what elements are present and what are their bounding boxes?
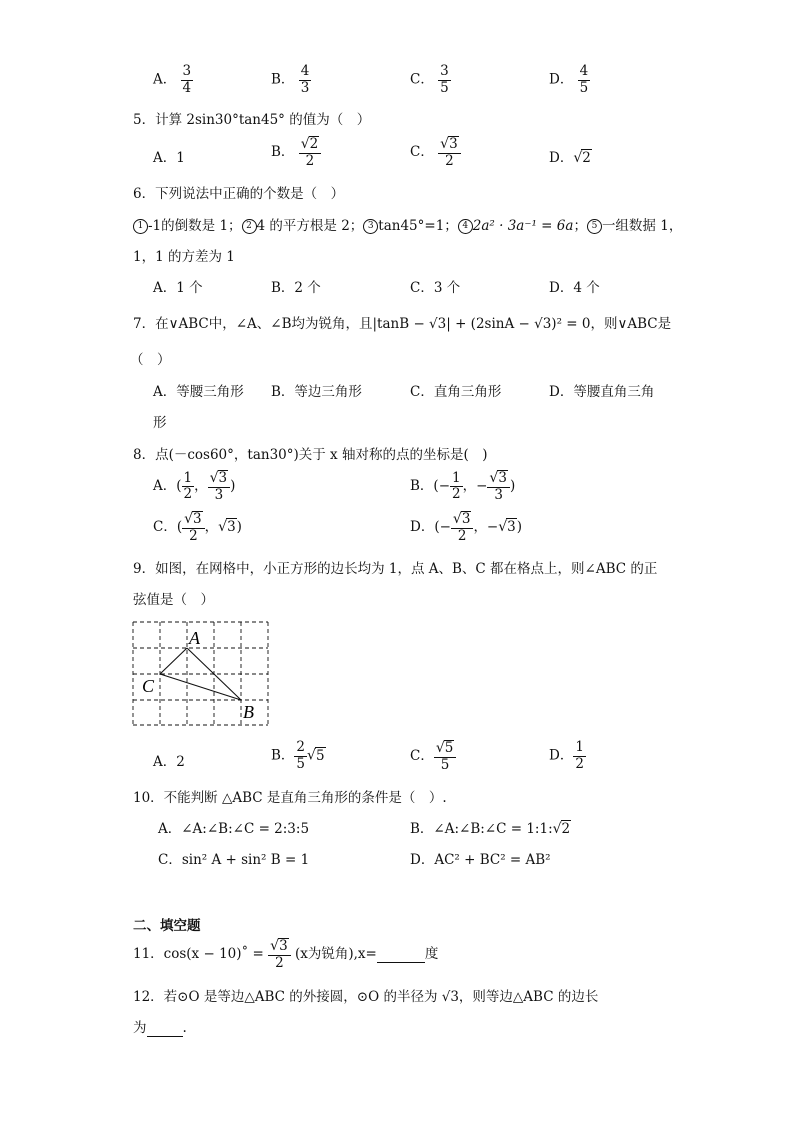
circled-number: 2 (242, 219, 257, 234)
q9-option-a[interactable]: A．2 (153, 754, 185, 770)
q8-option-d[interactable]: D．(− $\frac{√3}{2}$ ，−√3) (410, 511, 523, 544)
fraction: $\frac{4}{3}$ (300, 63, 310, 96)
q9-grid-figure (128, 617, 274, 729)
q6-option-b[interactable]: B．2 个 (271, 280, 321, 296)
fraction: $\frac{√3}{2}$ (438, 136, 461, 169)
q6-option-a[interactable]: A．1 个 (153, 280, 203, 296)
circled-number: 3 (363, 219, 378, 234)
option-letter: D． (549, 71, 574, 88)
q6-stem: 6．下列说法中正确的个数是（ ） (133, 186, 345, 202)
q5-stem: 5．计算 2sin30°tan45° 的值为（ ） (133, 112, 371, 128)
fraction: $\frac{3}{4}$ (182, 63, 192, 96)
q7-paren: （ ） (130, 352, 171, 368)
q9-option-b[interactable]: B． $\frac{2}{5}$ √5 (271, 739, 325, 772)
q12-line2: 为 . (133, 1020, 187, 1036)
q4-option-b[interactable] (271, 64, 311, 96)
q10-option-a[interactable]: A．∠A:∠B:∠C = 2:3:5 (158, 821, 310, 837)
circled-number: 1 (133, 219, 148, 234)
q6-statements-line2: 1，1 的方差为 1 (133, 249, 235, 265)
fraction: $\frac{4}{5}$ (579, 63, 589, 96)
fraction: $\frac{√3}{2}$ (268, 938, 291, 971)
q5-option-c[interactable]: C． $\frac{√3}{2}$ (410, 136, 461, 169)
q6-option-d[interactable]: D．4 个 (549, 280, 600, 296)
q4-option-c[interactable] (410, 64, 451, 96)
q7-option-b[interactable]: B．等边三角形 (271, 384, 362, 400)
fraction: $\frac{1}{2}$ (452, 469, 461, 503)
q4-option-a[interactable] (153, 64, 193, 96)
q9-stem-line1: 9．如图，在网格中，小正方形的边长均为 1，点 A、B、C 都在格点上，则∠ABC 的正 (133, 561, 658, 577)
q5-option-b[interactable]: B． $\frac{√2}{2}$ (271, 136, 321, 169)
q8-option-c[interactable]: C．( $\frac{√3}{2}$ ，√3) (153, 511, 242, 544)
q5-option-d[interactable]: D．√2 (549, 150, 591, 166)
answer-blank[interactable] (147, 1020, 183, 1037)
answer-blank[interactable] (377, 946, 425, 963)
point-b-label: B (243, 702, 254, 722)
fraction: $\frac{√3}{3}$ (487, 470, 510, 503)
point-a-label: A (189, 628, 200, 648)
triangle-abc (160, 648, 241, 700)
point-c-label: C (142, 676, 155, 696)
fraction: $\frac{1}{2}$ (183, 469, 193, 503)
fraction: $\frac{2}{5}$ (296, 739, 306, 772)
q10-stem: 10．不能判断 △ABC 是直角三角形的条件是（ ）. (133, 790, 447, 806)
q7-stem: 7．在∨ABC中，∠A、∠B均为锐角，且|tanB − √3| + (2sinA − √3)² = 0，则∨ABC是 (133, 316, 672, 332)
q7-option-c[interactable]: C．直角三角形 (410, 384, 502, 400)
q6-statements-line1: 1 -1的倒数是 1； 2 4 的平方根是 2； 3 tan45°=1； 4 2a² · 3a⁻¹ = 6a； 5 一组数据 1， (133, 214, 682, 234)
q6-option-c[interactable]: C．3 个 (410, 280, 461, 296)
q8-stem: 8．点(－cos60°，tan30°)关于 x 轴对称的点的坐标是( ) (133, 447, 488, 463)
q9-option-d[interactable]: D． $\frac{1}{2}$ (549, 739, 584, 772)
q11-line: 11．cos(x − 10)˚ = $\frac{√3}{2}$ (x为锐角),x= 度 (133, 938, 439, 971)
fraction: $\frac{1}{2}$ (575, 739, 584, 772)
q10-option-c[interactable]: C．sin² A + sin² B = 1 (158, 852, 310, 868)
q12-line1: 12．若⊙O 是等边△ABC 的外接圆，⊙O 的半径为 √3，则等边△ABC 的边长 (133, 989, 599, 1005)
section-heading: 二、填空题 (133, 918, 201, 934)
fraction: $\frac{√3}{2}$ (451, 511, 474, 544)
q7-option-a[interactable]: A．等腰三角形 (153, 384, 244, 400)
circled-number: 4 (458, 219, 473, 234)
fraction: $\frac{√5}{5}$ (434, 740, 457, 773)
fraction: $\frac{√2}{2}$ (299, 136, 322, 169)
fraction: $\frac{3}{5}$ (440, 63, 449, 96)
option-letter: A． (153, 71, 177, 88)
circled-number: 5 (587, 219, 602, 234)
q10-option-b[interactable]: B．∠A:∠B:∠C = 1:1:√2 (410, 821, 571, 837)
fraction: $\frac{√3}{3}$ (208, 470, 231, 503)
option-letter: C． (410, 71, 434, 88)
q7-option-d[interactable]: D．等腰直角三角 (549, 384, 655, 400)
q7-option-d-wrap: 形 (153, 415, 167, 431)
option-letter: B． (271, 71, 295, 88)
q9-option-c[interactable]: C． $\frac{√5}{5}$ (410, 740, 456, 773)
q10-option-d[interactable]: D．AC² + BC² = AB² (410, 852, 551, 868)
q8-option-a[interactable]: A．( $\frac{1}{2}$ ， $\frac{√3}{3}$ ) (153, 469, 236, 503)
fraction: $\frac{√3}{2}$ (182, 511, 205, 544)
q4-option-d[interactable] (549, 64, 590, 96)
q9-stem-line2: 弦值是（ ） (133, 592, 214, 608)
q8-option-b[interactable]: B．(− $\frac{1}{2}$ ，− $\frac{√3}{3}$ ) (410, 469, 516, 503)
q5-option-a[interactable]: A．1 (153, 150, 185, 166)
